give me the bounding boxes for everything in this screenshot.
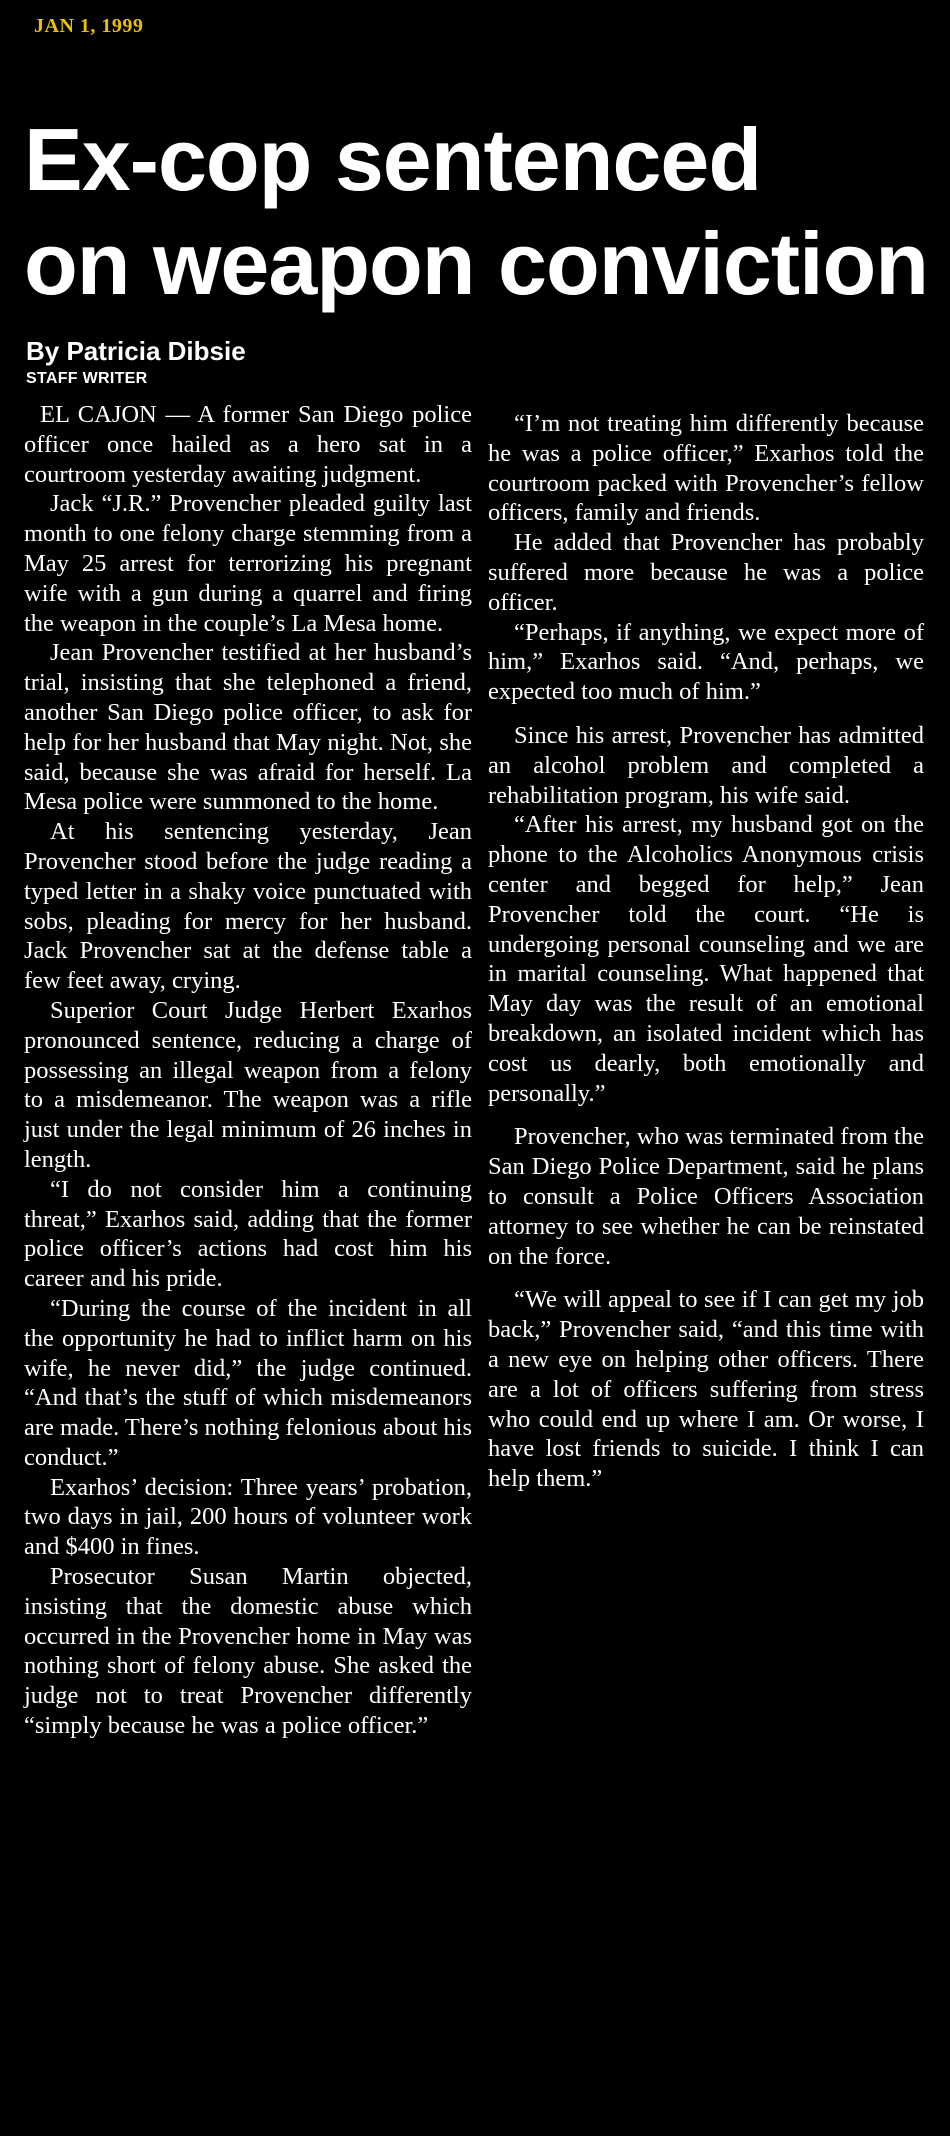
article-paragraph: He added that Provencher has probably suffered more because he was a police officer. (488, 529, 924, 616)
article-paragraph: Exarhos’ decision: Three years’ probation, two days in jail, 200 hours of volunteer work and $400 in fines. (24, 1473, 472, 1561)
staff-writer-label: STAFF WRITER (26, 370, 148, 387)
byline: By Patricia Dibsie (26, 336, 246, 366)
article-column-right (488, 409, 924, 1494)
article-paragraph: EL CAJON — A former San Diego police officer once hailed as a hero sat in a courtroom yesterday awaiting judgment. (24, 401, 472, 488)
article-paragraph: Provencher, who was terminated from the San Diego Police Department, said he plans to consult a Police Officers Association attorney to see whether he can be reinstated on the force. (488, 1123, 924, 1270)
article-paragraph: Prosecutor Susan Martin objected, insisting that the domestic abuse which occurred in the Provencher home in May was nothing short of felony abuse. She asked the judge not to treat Provencher differently “simply because he was a police officer.” (24, 1563, 472, 1740)
article-paragraph: “After his arrest, my husband got on the phone to the Alcoholics Anonymous crisis center and begged for help,” Jean Provencher told the court. “He is undergoing personal counseling and we are in marital counseling. What happened that May day was the result of an emotional breakdown, an isolated incident which has cost us dearly, both emotionally and personally.” (488, 811, 924, 1107)
headline-line-2: on weapon conviction (24, 214, 929, 313)
article-paragraph: Jean Provencher testified at her husband’s trial, insisting that she telephoned a friend, another San Diego police officer, to ask for help for her husband that May night. Not, she said, because she was afraid for herself. La Mesa police were summoned to the home. (24, 639, 472, 816)
article-paragraph: At his sentencing yesterday, Jean Provencher stood before the judge reading a typed letter in a shaky voice punctuated with sobs, pleading for mercy for her husband. Jack Provencher sat at the defense table a few feet away, crying. (24, 818, 472, 995)
headline (24, 108, 934, 316)
article-paragraph: “Perhaps, if anything, we expect more of him,” Exarhos said. “And, perhaps, we expected too much of him.” (488, 618, 924, 706)
article-paragraph: “I do not consider him a continuing threat,” Exarhos said, adding that the former police officer’s actions had cost him his career and his pride. (24, 1175, 472, 1293)
article-paragraph: “We will appeal to see if I can get my job back,” Provencher said, “and this time with a new eye on helping other officers. There are a lot of officers suffering from stress who could end up where I am. Or worse, I have lost friends to suicide. I think I can help them.” (488, 1286, 924, 1493)
article-paragraph: “During the course of the incident in all the opportunity he had to inflict harm on his wife, he never did,” the judge continued. “And that’s the stuff of which misdemeanors are made. There’s nothing felonious about his conduct.” (24, 1294, 472, 1471)
article-paragraph: Jack “J.R.” Provencher pleaded guilty last month to one felony charge stemming from a May 25 arrest for terrorizing his pregnant wife with a gun during a quarrel and firing the weapon in the couple’s La Mesa home. (24, 490, 472, 637)
clipping-date: JAN 1, 1999 (34, 15, 144, 37)
article-paragraph: “I’m not treating him differently because he was a police officer,” Exarhos told the courtroom packed with Provencher’s fellow officers, family and friends. (488, 410, 924, 527)
headline-line-1: Ex-cop sentenced (24, 110, 762, 209)
article-column-left (24, 400, 472, 1741)
article-paragraph: Superior Court Judge Herbert Exarhos pronounced sentence, reducing a charge of possessing an illegal weapon from a felony to a misdemeanor. The weapon was a rifle just under the legal minimum of 26 inches in length. (24, 996, 472, 1173)
article-paragraph: Since his arrest, Provencher has admitted an alcohol problem and completed a rehabilitation program, his wife said. (488, 721, 924, 809)
